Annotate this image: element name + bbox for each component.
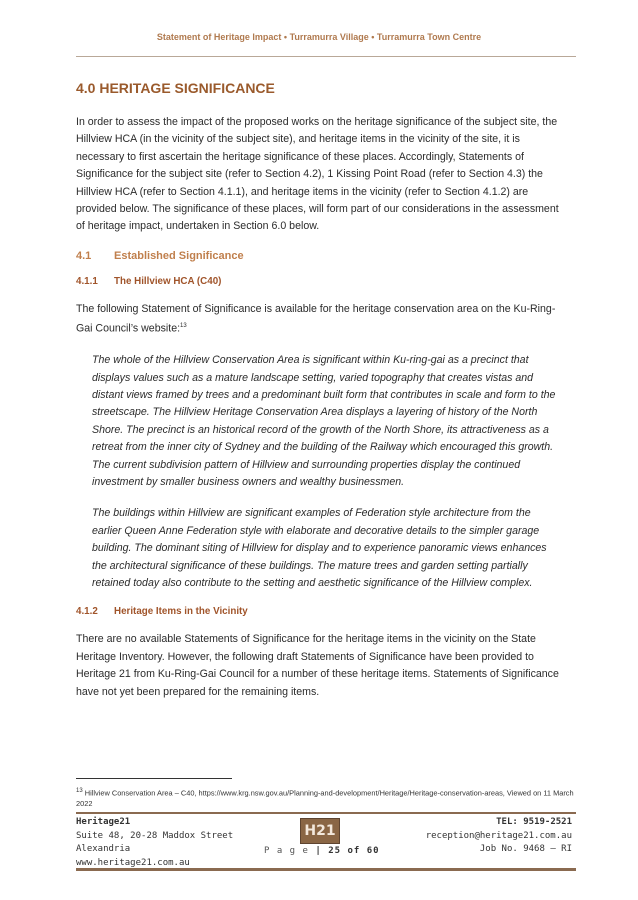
intro-paragraph: In order to assess the impact of the proposed works on the heritage significance of the subject site, the Hillview HCA (in the vicinity of the subject site), and heritage items in the vicinity of the site, it is necessary to first ascertain the heritage significance of these places. Accordingly, Statements of Significance for the subject site (refer to Section 4.2), 1 Kissing Point Road (refer to Section 4.3) the Hillview HCA (refer to Section 4.1.1), and heritage items in the vicinity (refer to Section 4.1.2) are provided below. The significance of these places, will form part of our considerations in the assessment of heritage impact, undertaken in Section 6.0 below. xyxy=(76,116,559,233)
footnote-divider xyxy=(76,778,232,779)
heading-number: 4.1.1 xyxy=(76,275,98,287)
header-divider xyxy=(76,56,576,57)
page-content xyxy=(76,74,568,715)
heading-text: Established Significance xyxy=(114,249,244,262)
address-line-2: Alexandria xyxy=(76,844,131,854)
telephone: TEL: 9519-2521 xyxy=(496,817,572,827)
footer-divider-top xyxy=(76,812,576,814)
page-separator: | xyxy=(315,846,322,856)
significance-quote-2: The buildings within Hillview are significant examples of Federation style architecture from the earlier Queen Anne Federation style with elaborate and decorative details to the simpler garage building. The dominant siting of Hillview for display and to experience panoramic views enhances the architectural significance of these buildings. The mature trees and garden setting partially retained today also contribute to the setting and aesthetic significance of the Hillview complex. xyxy=(92,507,547,590)
footnote-text: Hillview Conservation Area – C40, https://www.krg.nsw.gov.au/Planning-and-development/Heritage/Heritage-conservation-areas, Viewed on 11 March 2022 xyxy=(76,788,574,808)
address-line-1: Suite 48, 20-28 Maddox Street xyxy=(76,830,234,841)
heading-4-1 xyxy=(76,250,568,262)
company-name: Heritage21 xyxy=(76,817,131,827)
running-header: Statement of Heritage Impact • Turramurra Village • Turramurra Town Centre xyxy=(156,32,482,42)
heading-text: The Hillview HCA (C40) xyxy=(114,275,222,287)
section-title: 4.0 HERITAGE SIGNIFICANCE xyxy=(76,80,275,96)
page-indicator xyxy=(264,846,380,856)
footer-divider-bottom xyxy=(76,868,576,871)
page-number: 25 of 60 xyxy=(328,846,380,856)
footnote-number: 13 xyxy=(76,788,83,794)
significance-quote-1: The whole of the Hillview Conservation Area is significant within Ku-ring-gai as a precinct that displays values such as a mature landscape setting, varied topography that creates vistas and distant views framed by trees and a predominant built form that contributes in scale and form to the streetscape. The Hillview Heritage Conservation Area displays a layering of history of the North Shore. The precinct is an historical record of the growth of the North Shore, its attractiveness as a retreat from the inner city of Sydney and the building of the Railway which encouraged this growth. The current subdivision pattern of Hillview and surrounding properties display the continued investment by smaller business owners and wealthy businessmen. xyxy=(92,354,556,489)
heading-number: 4.1.2 xyxy=(76,606,98,618)
lead-text: The following Statement of Significance is available for the heritage conservation area on the Ku-Ring-Gai Council’s website: xyxy=(76,302,556,335)
heritage21-logo: H21 xyxy=(300,818,340,844)
website-link[interactable]: www.heritage21.com.au xyxy=(76,857,190,868)
footer-contact-left xyxy=(76,816,233,870)
footer-contact-right xyxy=(426,816,572,857)
heading-4-1-2 xyxy=(76,606,568,617)
page-label: P a g e xyxy=(264,846,309,856)
heading-number: 4.1 xyxy=(76,249,92,262)
footnote xyxy=(76,786,576,809)
email-link[interactable]: reception@heritage21.com.au xyxy=(425,830,572,841)
job-number: Job No. 9468 – RI xyxy=(479,844,572,854)
heading-4-1-1 xyxy=(76,276,568,287)
footnote-ref[interactable]: 13 xyxy=(180,323,187,330)
heading-text: Heritage Items in the Vicinity xyxy=(114,606,248,618)
lead-paragraph xyxy=(76,301,568,338)
vicinity-paragraph: There are no available Statements of Significance for the heritage items in the vicinity on the State Heritage Inventory. However, the following draft Statements of Significance have been provided to Heritage 21 from Ku-Ring-Gai Council for a number of these heritage items. Statements of Significance have not yet been prepared for the remaining items. xyxy=(76,633,559,698)
